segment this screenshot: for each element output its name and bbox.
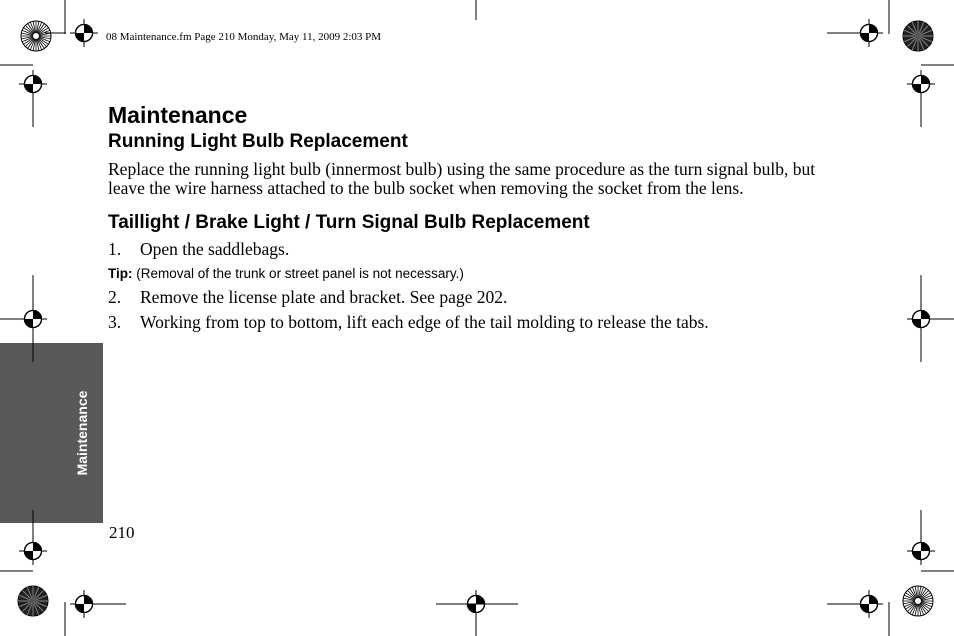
page-number: 210: [109, 523, 135, 542]
registration-mark: [70, 19, 98, 47]
star-target-mark: [903, 21, 933, 51]
step-text: Remove the license plate and bracket. See page 202.: [140, 287, 508, 307]
registration-mark: [19, 70, 47, 98]
registration-mark: [907, 305, 935, 333]
page-title: Maintenance: [108, 102, 248, 128]
step-text: Working from top to bottom, lift each edge of the tail molding to release the tabs.: [140, 312, 709, 332]
tip-text: (Removal of the trunk or street panel is not necessary.): [132, 266, 464, 281]
star-target-mark: [903, 586, 933, 616]
tip-label: Tip:: [108, 266, 133, 281]
section-heading-taillight: Taillight / Brake Light / Turn Signal Bulb Replacement: [108, 212, 590, 233]
registration-mark: [19, 305, 47, 333]
step-text: Open the saddlebags.: [140, 239, 290, 259]
running-light-paragraph: Replace the running light bulb (innermost bulb) using the same procedure as the turn signal bulb, but leave the wire harness attached to the bulb socket when removing the socket from the lens.: [108, 159, 816, 198]
side-tab-label: Maintenance: [74, 390, 90, 476]
step-number: 1.: [108, 239, 122, 259]
section-heading-running-light: Running Light Bulb Replacement: [108, 131, 408, 152]
step-number: 3.: [108, 312, 122, 332]
star-target-mark: [21, 21, 51, 51]
registration-mark: [19, 537, 47, 565]
star-target-mark: [18, 586, 48, 616]
registration-mark: [907, 537, 935, 565]
registration-mark: [907, 70, 935, 98]
file-info-header: 08 Maintenance.fm Page 210 Monday, May 11, 2009 2:03 PM: [106, 31, 382, 43]
step-number: 2.: [108, 287, 122, 307]
